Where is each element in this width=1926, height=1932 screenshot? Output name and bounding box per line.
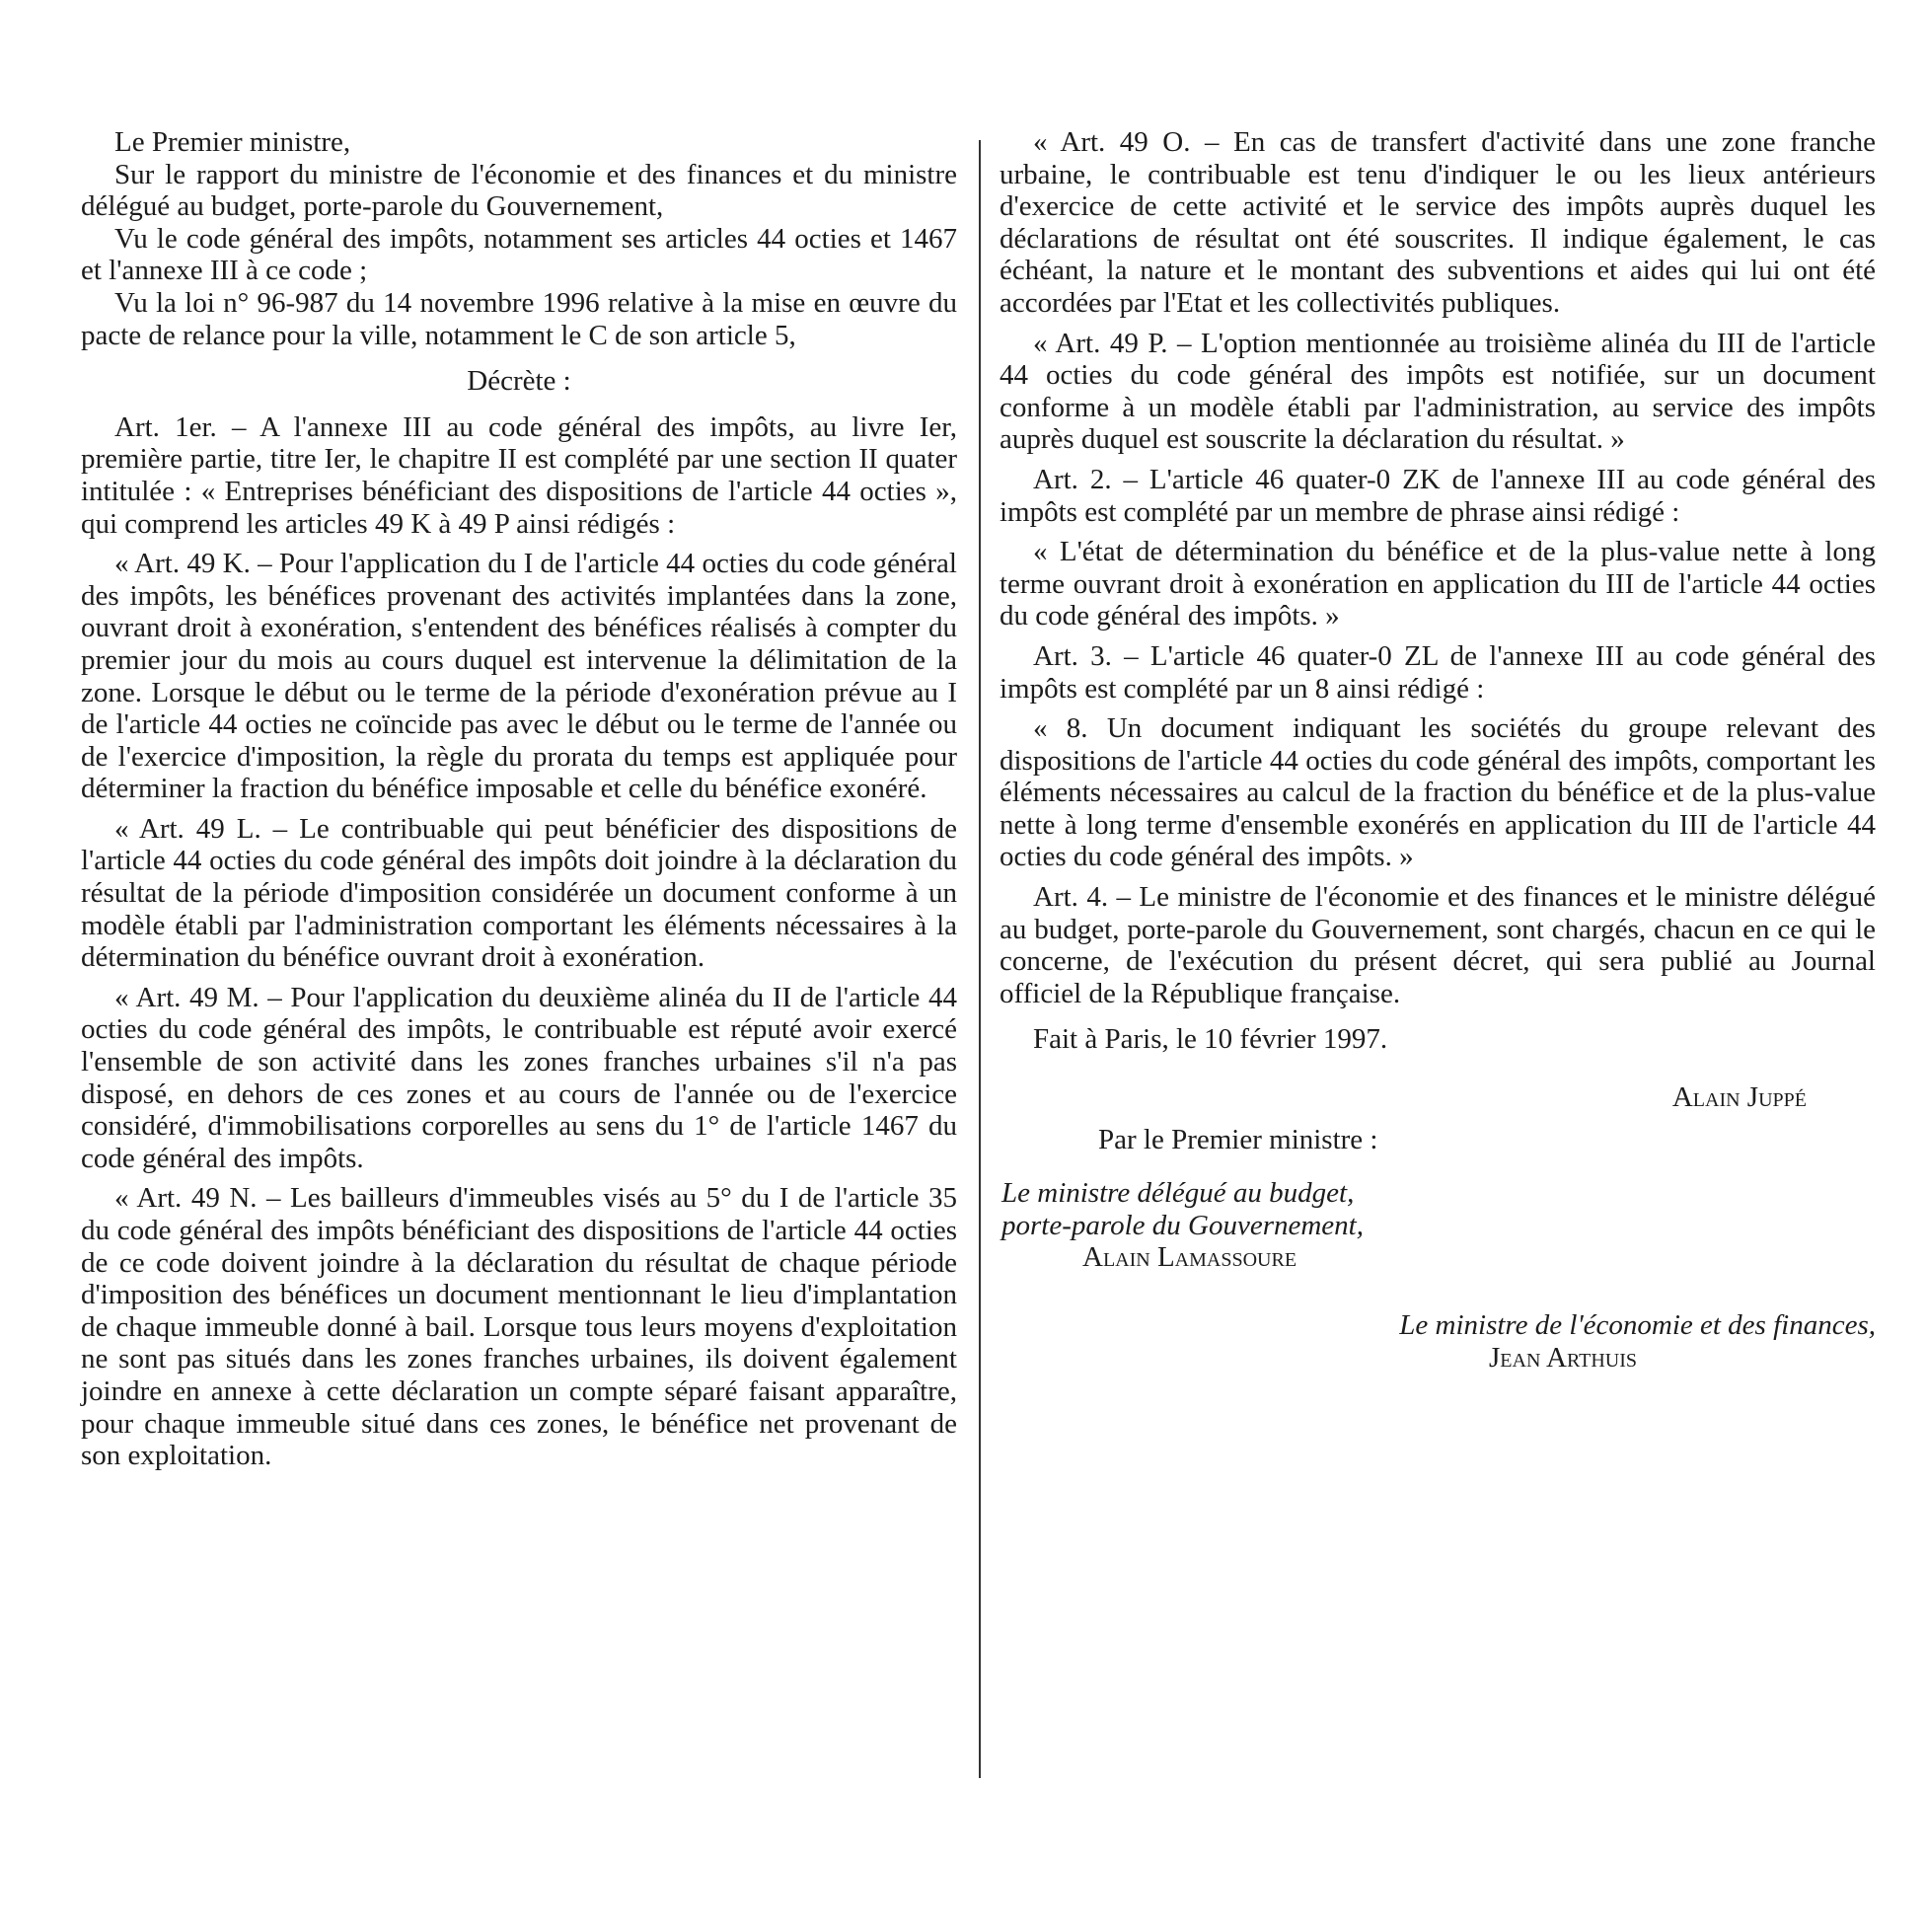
article-49o: « Art. 49 O. – En cas de transfert d'activité dans une zone franche urbaine, le contribuable est tenu d'indiquer le ou les lieux antérieurs d'exercice de cette activité et le service des impôts auprès duquel les déclarations de résultat ont été souscrites. Il indique également, le cas échéant, la nature et le montant des subventions et aides qui lui ont été accordées par l'Etat et les collectivités publiques. [1000,126,1876,319]
preamble-vu-code: Vu le code général des impôts, notamment ses articles 44 octies et 1467 et l'annexe III à ce code ; [81,222,957,287]
article-2: Art. 2. – L'article 46 quater-0 ZK de l'annexe III au code général des impôts est complété par un membre de phrase ainsi rédigé : [1000,463,1876,528]
preamble-rapport: Sur le rapport du ministre de l'économie et des finances et du ministre délégué au budget, porte-parole du Gouvernement, [81,158,957,223]
preamble-premier-ministre: Le Premier ministre, [114,126,351,158]
minister-economie-title: Le ministre de l'économie et des finances, [1399,1309,1876,1341]
article-2-quote: « L'état de détermination du bénéfice et de la plus-value nette à long terme ouvrant droit à exonération en application du III de l'article 44 octies du code général des impôts. » [1000,536,1876,632]
article-49k: « Art. 49 K. – Pour l'application du I de l'article 44 octies du code général des impôts, les bénéfices provenant des activités implantées dans la zone, ouvrant droit à exonération, s'entendent des bénéfices réalisés à compter du premier jour du mois au cours duquel est intervenue la délimitation de la zone. Lorsque le début ou le terme de la période d'exonération prévue au I de l'article 44 octies ne coïncide pas avec le début ou le terme de l'année ou de l'exercice d'imposition, la règle du prorata du temps est appliquée pour déterminer la fraction du bénéfice imposable et celle du bénéfice exonéré. [81,548,957,805]
article-49n: « Art. 49 N. – Les bailleurs d'immeubles visés au 5° du I de l'article 35 du code général des impôts bénéficiant des dispositions de l'article 44 octies de ce code doivent joindre à la déclaration du résultat de chaque période d'imposition des bénéfices un document mentionnant le lieu d'implantation de chaque immeuble donné à bail. Lorsque tous leurs moyens d'exploitation ne sont pas situés dans les zones franches urbaines, ils doivent également joindre en annexe à cette déclaration un compte séparé faisant apparaître, pour chaque immeuble situé dans ces zones, le bénéfice net provenant de son exploitation. [81,1182,957,1472]
article-49p: « Art. 49 P. – L'option mentionnée au troisième alinéa du III de l'article 44 octies du code général des impôts est notifiée, sur un document conforme à un modèle établi par l'administration, au service des impôts auprès duquel est souscrite la déclaration du résultat. » [1000,327,1876,456]
minister-budget-title-b: porte-parole du Gouvernement, [1001,1209,1364,1241]
article-3-quote: « 8. Un document indiquant les sociétés du groupe relevant des dispositions de l'article 44 octies du code général des impôts, comportant les éléments nécessaires au calcul de la fraction du bénéfice et de la plus-value nette à long terme d'ensemble exonérés en application du III de l'article 44 octies du code général des impôts. » [1000,712,1876,873]
article-49m: « Art. 49 M. – Pour l'application du deuxième alinéa du II de l'article 44 octies du code général des impôts, le contribuable est réputé avoir exercé l'ensemble de son activité dans les zones franches urbaines s'il n'a pas disposé, en dehors de ces zones et au cours de l'année ou de l'exercice considéré, d'immobilisations corporelles au sens du 1° de l'article 1467 du code général des impôts. [81,981,957,1174]
article-1: Art. 1er. – A l'annexe III au code général des impôts, au livre Ier, première partie, titre Ier, le chapitre II est complété par une section II quater intitulée : « Entreprises bénéficiant des dispositions de l'article 44 octies », qui comprend les articles 49 K à 49 P ainsi rédigés : [81,410,957,540]
left-column [81,126,957,1480]
signatory-name: Alain Juppé [1671,1081,1807,1114]
article-3: Art. 3. – L'article 46 quater-0 ZL de l'annexe III au code général des impôts est complété par un 8 ainsi rédigé : [1000,639,1876,705]
minister-economie-name: Jean Arthuis [1489,1341,1638,1374]
minister-budget-name: Alain Lamassoure [1082,1241,1297,1274]
preamble-vu-loi: Vu la loi n° 96-987 du 14 novembre 1996 relative à la mise en œuvre du pacte de relance pour la ville, notamment le C de son article 5, [81,286,957,351]
minister-budget-title-a: Le ministre délégué au budget, [1001,1177,1355,1210]
fait-a-paris: Fait à Paris, le 10 février 1997. [1033,1023,1388,1056]
par-le-premier-ministre: Par le Premier ministre : [1098,1123,1378,1155]
decrete-heading: Décrète : [467,365,571,398]
right-column [1000,126,1876,1374]
column-divider [979,140,981,1778]
article-49l: « Art. 49 L. – Le contribuable qui peut bénéficier des dispositions de l'article 44 octies du code général des impôts doit joindre à la déclaration du résultat de la période d'imposition considérée un document conforme à un modèle établi par l'administration comportant les éléments nécessaires à la détermination du bénéfice ouvrant droit à exonération. [81,812,957,974]
article-4: Art. 4. – Le ministre de l'économie et des finances et le ministre délégué au budget, porte-parole du Gouvernement, sont chargés, chacun en ce qui le concerne, de l'exécution du présent décret, qui sera publié au Journal officiel de la République française. [1000,881,1876,1009]
